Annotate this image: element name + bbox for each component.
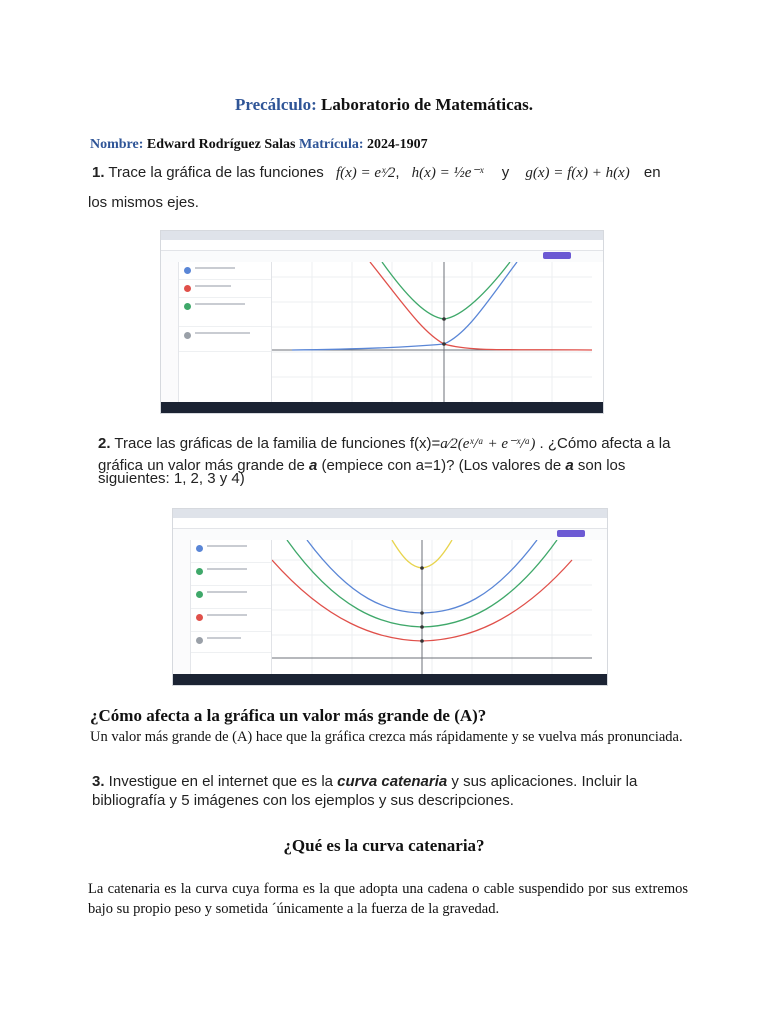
q1-text: Trace la gráfica de las funciones (104, 164, 324, 181)
q2-formula: a⁄2(eˣ/ᵃ + e⁻ˣ/ᵃ) (440, 436, 536, 452)
browser-address-bar (161, 240, 603, 251)
q3-number: 3. (92, 773, 105, 790)
q1-h-formula: h(x) = ½e⁻ˣ (411, 165, 484, 181)
title-rest: Laboratorio de Matemáticas. (316, 95, 534, 114)
answer-question: ¿Cómo afecta a la gráfica un valor más grande de (A)? (90, 706, 487, 725)
q1-line2: los mismos ejes. (88, 194, 199, 211)
q2-a2: a (565, 457, 574, 474)
answer-text: Un valor más grande de (A) hace que la gráfica crezca más rápidamente y se vuelva más pronunciada. (90, 729, 683, 745)
q3-emph: curva catenaria (337, 773, 448, 790)
graph-view-1 (272, 262, 603, 402)
browser-address-bar-2 (173, 518, 607, 529)
side-menu (161, 262, 179, 402)
q1-number: 1. (92, 164, 105, 181)
side-menu-2 (173, 540, 191, 674)
windows-taskbar-1 (161, 402, 603, 413)
catenaria-heading: ¿Qué es la curva catenaria? (283, 836, 485, 855)
q2-text1: Trace las gráficas de la familia de funciones f(x)= (110, 435, 441, 452)
q1-g-formula: g(x) = f(x) + h(x) (525, 165, 630, 181)
q2-line2b: (empiece con a=1)? (Los valores de (317, 457, 566, 474)
windows-taskbar-2 (173, 674, 607, 685)
name-label: Nombre: (90, 137, 144, 152)
algebra-view-2 (191, 540, 272, 674)
title-course: Precálculo: (234, 95, 317, 114)
graph-2-svg (272, 540, 607, 674)
q2-a: a (308, 457, 318, 474)
q2-line2c: son los (573, 457, 626, 474)
q2-text2: . ¿Cómo afecta a la (535, 435, 671, 452)
document-title (0, 95, 768, 115)
algebra-view (179, 262, 272, 402)
screenshot-2 (172, 508, 608, 686)
browser-tabs (161, 231, 603, 240)
student-info (90, 137, 428, 153)
sign-in-button-2[interactable] (557, 530, 585, 537)
q1-f-formula: f(x) = eˣ⁄2 (335, 165, 396, 181)
screenshot-1 (160, 230, 604, 414)
q2-number: 2. (98, 435, 111, 452)
id-label: Matrícula: (298, 137, 364, 152)
q2-line2a: gráfica un valor más grande de (98, 457, 309, 474)
q3-text1: Investigue en el internet que es la (104, 773, 338, 790)
student-name: Edward Rodríguez Salas (143, 137, 299, 152)
sign-in-button-1[interactable] (543, 252, 571, 259)
q2-line3: siguientes: 1, 2, 3 y 4) (98, 470, 245, 487)
q1-y: y (501, 164, 510, 181)
question-1 (92, 163, 661, 182)
question-3 (92, 773, 637, 790)
q3-text2: y sus aplicaciones. Incluir la (447, 773, 638, 790)
question-2 (98, 434, 670, 453)
q3-line2: bibliografía y 5 imágenes con los ejemplos y sus descripciones. (92, 792, 514, 809)
q1-comma: , (395, 164, 400, 181)
catenaria-paragraph: La catenaria es la curva cuya forma es la que adopta una cadena o cable suspendido por sus extremos bajo su propio peso y sometida ´únicamente a la fuerza de la gravedad. (88, 881, 688, 917)
q1-en: en (643, 164, 661, 181)
graph-1-svg (272, 262, 603, 402)
graph-view-2 (272, 540, 607, 674)
browser-tabs-2 (173, 509, 607, 518)
student-id: 2024-1907 (363, 137, 428, 152)
